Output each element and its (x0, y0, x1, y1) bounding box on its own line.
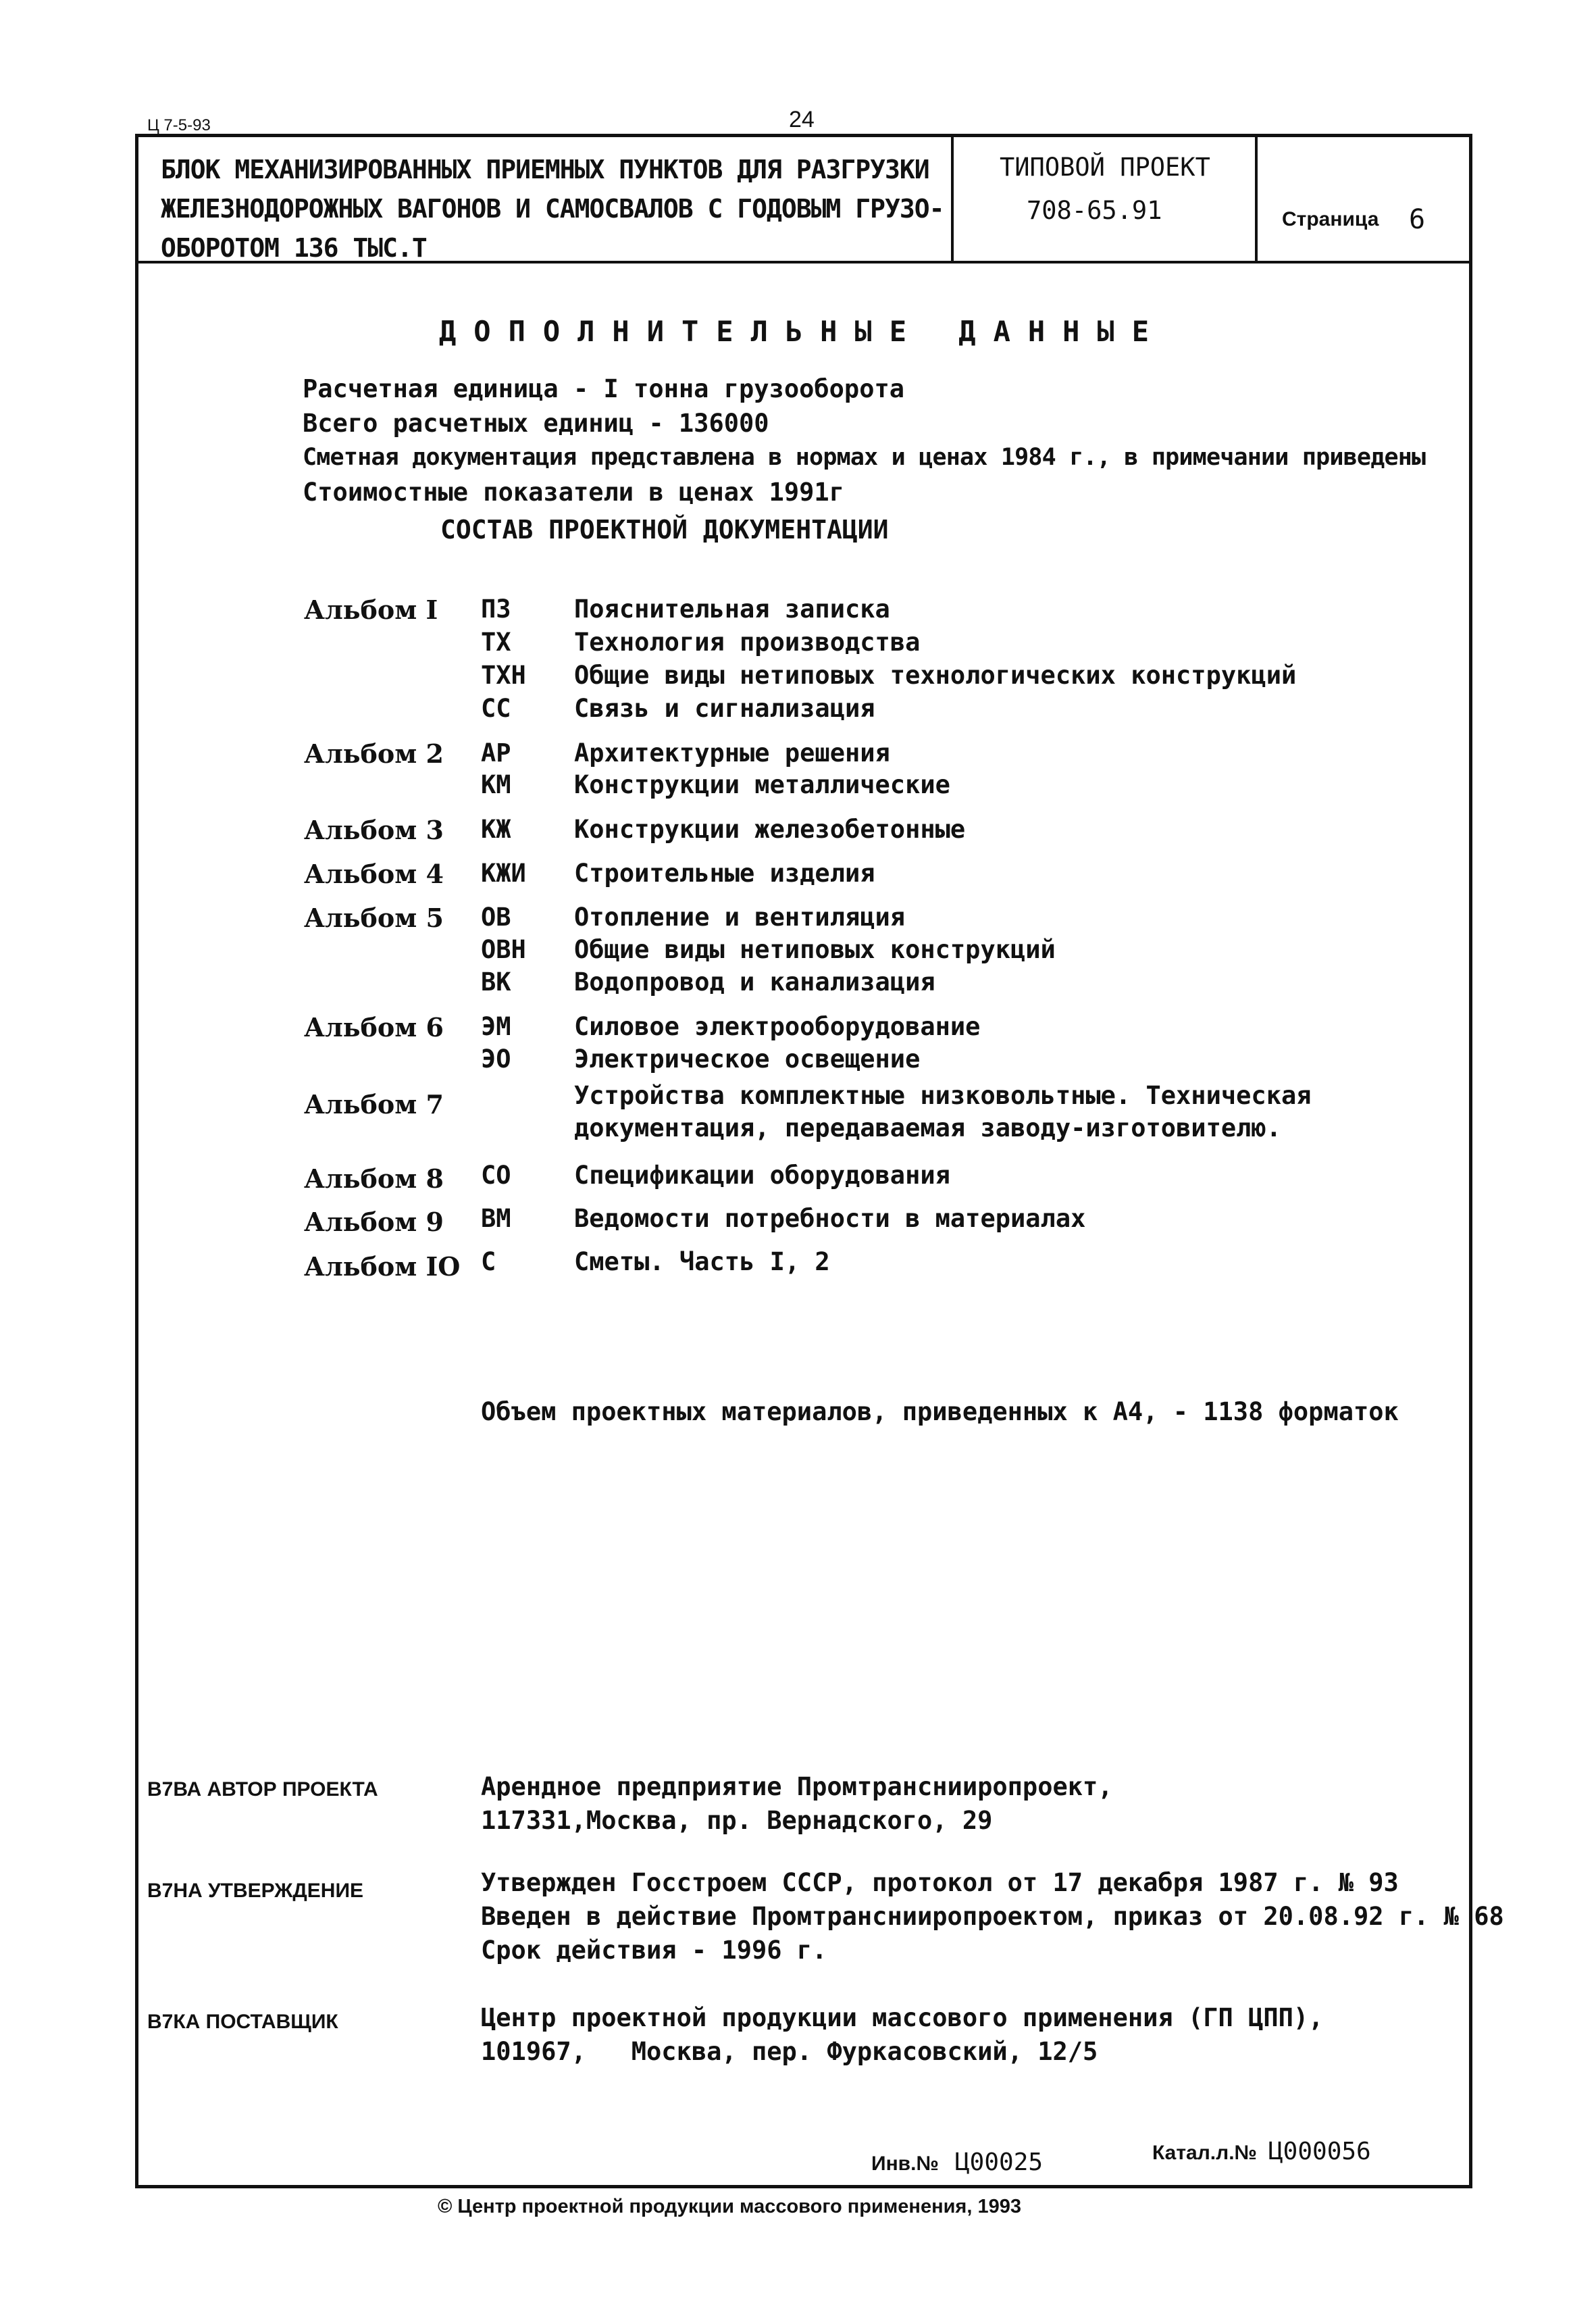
album-code: ПЗ (481, 595, 511, 624)
album-label: Альбом 7 (304, 1089, 444, 1120)
album-code: СС (481, 694, 511, 723)
album-desc: Архитектурные решения (574, 738, 890, 768)
header-title-line: БЛОК МЕХАНИЗИРОВАННЫХ ПРИЕМНЫХ ПУНКТОВ ДЛЯ РАЗГРУЗКИ (161, 155, 929, 184)
album-desc: Силовое электрооборудование (574, 1012, 981, 1041)
album-desc: Связь и сигнализация (574, 694, 875, 723)
album-label: Альбом 2 (304, 738, 444, 769)
album-code: ВМ (481, 1204, 511, 1233)
project-label: ТИПОВОЙ ПРОЕКТ (1000, 153, 1210, 182)
extra-lines (303, 372, 1425, 509)
album-label: Альбом 5 (304, 903, 444, 933)
approval-line: Утвержден Госстроем СССР, протокол от 17 декабря 1987 г. № 93 (481, 1868, 1399, 1897)
catalog-label: Катал.л.№ (1152, 2142, 1257, 2164)
album-desc: Технология производства (574, 628, 921, 657)
album-code: АР (481, 738, 511, 768)
album-code: ТХН (481, 661, 526, 690)
album-code: СО (481, 1161, 511, 1190)
album-desc: Сметы. Часть I, 2 (574, 1247, 830, 1276)
copyright: © Центр проектной продукции массового применения, 1993 (438, 2196, 1021, 2217)
album-label: Альбом IO (304, 1251, 461, 1282)
page-label: Страница (1282, 208, 1379, 230)
volume-note: Объем проектных материалов, приведенных к А4, - 1138 форматок (481, 1397, 1399, 1426)
album-code: КМ (481, 770, 511, 799)
album-label: Альбом 9 (304, 1207, 444, 1237)
header-title-line: ЖЕЛЕЗНОДОРОЖНЫХ ВАГОНОВ И САМОСВАЛОВ С ГОДОВЫМ ГРУЗО- (161, 194, 944, 224)
header-title (161, 150, 944, 268)
page-value: 6 (1409, 204, 1426, 235)
album-desc: Водопровод и канализация (574, 967, 935, 997)
album-code: КЖ (481, 815, 511, 844)
composition-heading: СОСТАВ ПРОЕКТНОЙ ДОКУМЕНТАЦИИ (440, 515, 889, 545)
album-label: Альбом I (304, 595, 438, 625)
album-desc: Общие виды нетиповых технологических конструкций (574, 661, 1297, 690)
album-code: КЖИ (481, 859, 526, 888)
approval-line: Срок действия - 1996 г. (481, 1936, 827, 1965)
inventory-number: Ц00025 (955, 2148, 1044, 2176)
album-code: С (481, 1247, 496, 1276)
album-label: Альбом 6 (304, 1012, 444, 1042)
extra-line: Расчетная единица - I тонна грузооборота (303, 374, 905, 403)
header-divider-1 (951, 134, 954, 262)
extra-line: Сметная документация представлена в нормах и ценах 1984 г., в примечании приведены (303, 444, 1426, 471)
album-code: ВК (481, 967, 511, 997)
supplier-label: В7КА ПОСТАВЩИК (147, 2011, 338, 2033)
album-code: ТХ (481, 628, 511, 657)
album-desc: Конструкции железобетонные (574, 815, 966, 844)
supplier-line: 101967, Москва, пер. Фуркасовский, 12/5 (481, 2037, 1098, 2066)
album-desc: Общие виды нетиповых конструкций (574, 935, 1056, 964)
album-code: ЭО (481, 1045, 511, 1074)
extra-line: Стоимостные показатели в ценах 1991г (303, 478, 844, 507)
author-line: 117331,Москва, пр. Вернадского, 29 (481, 1806, 993, 1835)
extra-heading: ДОПОЛНИТЕЛЬНЫЕ ДАННЫЕ (439, 315, 1167, 348)
album-desc: Пояснительная записка (574, 595, 890, 624)
author-text (481, 1770, 1113, 1838)
album-desc: Конструкции металлические (574, 770, 950, 799)
doc-code: Ц 7-5-93 (147, 116, 211, 134)
album-desc: Спецификации оборудования (574, 1161, 950, 1190)
supplier-line: Центр проектной продукции массового применения (ГП ЦПП), (481, 2003, 1324, 2032)
album-desc: Электрическое освещение (574, 1045, 921, 1074)
album-code: ЭМ (481, 1012, 511, 1041)
author-line: Арендное предприятие Промтранснииропроект, (481, 1772, 1113, 1801)
project-number: 708-65.91 (1027, 196, 1162, 225)
album-desc: Устройства комплектные низковольтные. Техническая (574, 1081, 1312, 1110)
inventory-label: Инв.№ (871, 2153, 939, 2175)
album-label: Альбом 3 (304, 815, 444, 845)
album-desc: Строительные изделия (574, 859, 875, 888)
author-label: В7ВА АВТОР ПРОЕКТА (147, 1778, 378, 1801)
album-code: ОВ (481, 903, 511, 932)
album-desc: документация, передаваемая заводу-изготовителю. (574, 1113, 1281, 1142)
album-label: Альбом 8 (304, 1163, 444, 1194)
approval-text (481, 1866, 1504, 1967)
extra-line: Всего расчетных единиц - 136000 (303, 409, 769, 438)
album-code: ОВН (481, 935, 526, 964)
approval-label: В7НА УТВЕРЖДЕНИЕ (147, 1880, 364, 1902)
supplier-text (481, 2001, 1323, 2069)
page-number: 24 (789, 107, 815, 132)
header-title-line: ОБОРОТОМ 136 ТЫС.Т (161, 233, 427, 263)
header-divider-2 (1255, 134, 1258, 262)
album-desc: Ведомости потребности в материалах (574, 1204, 1086, 1233)
album-desc: Отопление и вентиляция (574, 903, 906, 932)
approval-line: Введен в действие Промтранснииропроектом, приказ от 20.08.92 г. № 68 (481, 1902, 1504, 1931)
album-label: Альбом 4 (304, 859, 444, 889)
catalog-number: Ц000056 (1268, 2138, 1371, 2165)
